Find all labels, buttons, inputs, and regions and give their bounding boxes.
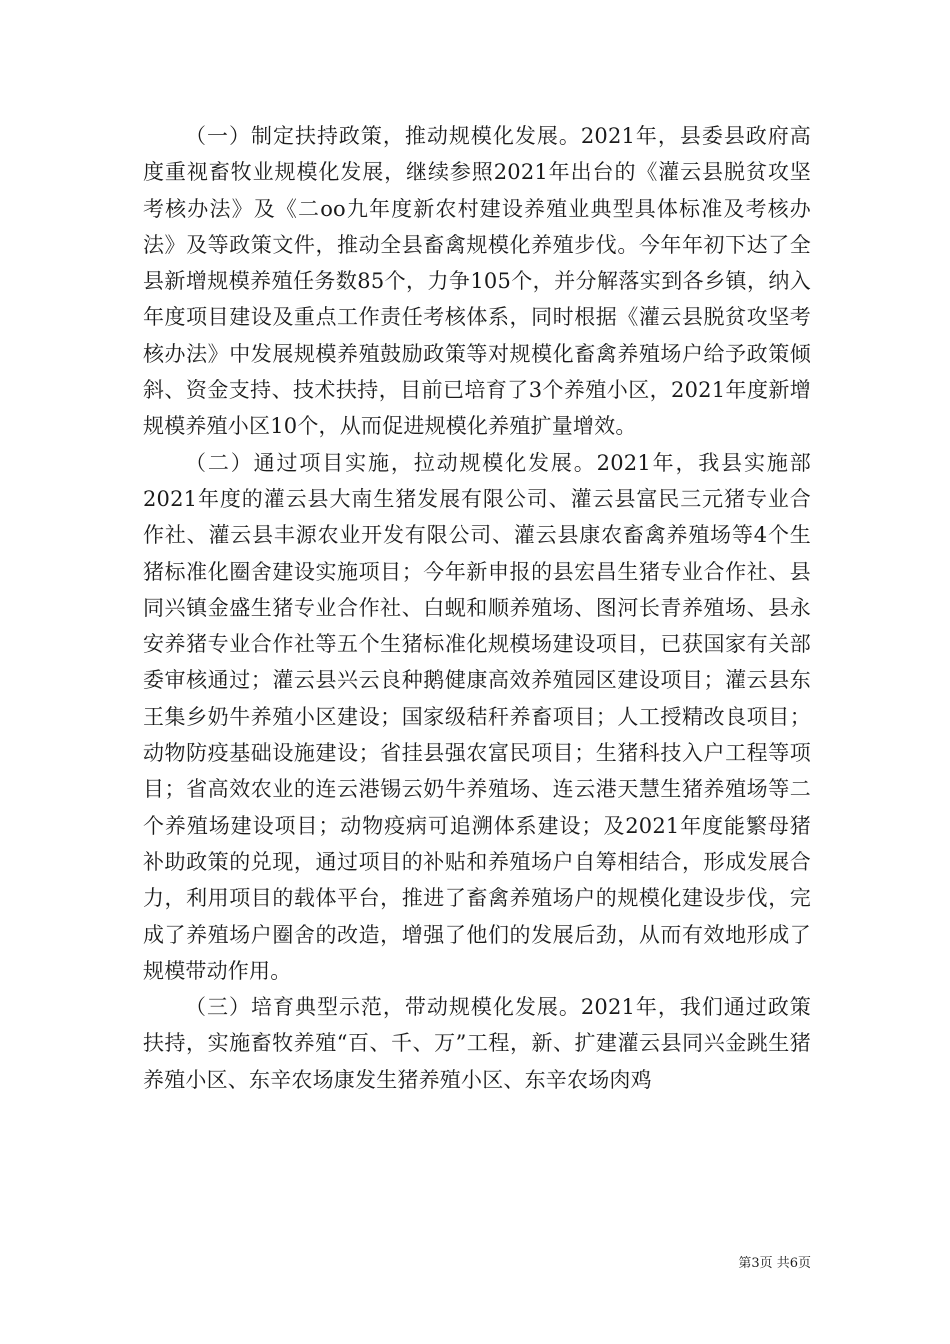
page-number-footer: 第3页 共6页 [738,1256,811,1271]
paragraph-model-demonstration: （三）培育典型示范，带动规模化发展。2021年，我们通过政策扶持，实施畜牧养殖“百、千、万”工程，新、扩建灌云县同兴金跳生猪养殖小区、东辛农场康发生猪养殖小区、东辛农场肉鸡 [143,995,811,1092]
paragraph-policy-support: （一）制定扶持政策，推动规模化发展。2021年，县委县政府高度重视畜牧业规模化发展，继续参照2021年出台的《灌云县脱贫攻坚考核办法》及《二oo九年度新农村建设养殖业典型具体标准及考核办法》及等政策文件，推动全县畜禽规模化养殖步伐。今年年初下达了全县新增规模养殖任务数85个，力争105个，并分解落实到各乡镇，纳入年度项目建设及重点工作责任考核体系，同时根据《灌云县脱贫攻坚考核办法》中发展规模养殖鼓励政策等对规模化畜禽养殖场户给予政策倾斜、资金支持、技术扶持，目前已培育了3个养殖小区，2021年度新增规模养殖小区10个，从而促进规模化养殖扩量增效。 [143,124,811,439]
document-body [143,118,811,1098]
paragraph-project-implementation: （二）通过项目实施，拉动规模化发展。2021年，我县实施部2021年度的灌云县大南生猪发展有限公司、灌云县富民三元猪专业合作社、灌云县丰源农业开发有限公司、灌云县康农畜禽养殖场等4个生猪标准化圈舍建设实施项目；今年新申报的县宏昌生猪专业合作社、县同兴镇金盛生猪专业合作社、白蚬和顺养殖场、图河长青养殖场、县永安养猪专业合作社等五个生猪标准化规模场建设项目，已获国家有关部委审核通过；灌云县兴云良种鹅健康高效养殖园区建设项目；灌云县东王集乡奶牛养殖小区建设；国家级秸秆养畜项目；人工授精改良项目；动物防疫基础设施建设；省挂县强农富民项目；生猪科技入户工程等项目；省高效农业的连云港锡云奶牛养殖场、连云港天慧生猪养殖场等二个养殖场建设项目；动物疫病可追溯体系建设；及2021年度能繁母猪补助政策的兑现，通过项目的补贴和养殖场户自筹相结合，形成发展合力，利用项目的载体平台，推进了畜禽养殖场户的规模化建设步伐，完成了养殖场户圈舍的改造，增强了他们的发展后劲，从而有效地形成了规模带动作用。 [143,450,811,983]
